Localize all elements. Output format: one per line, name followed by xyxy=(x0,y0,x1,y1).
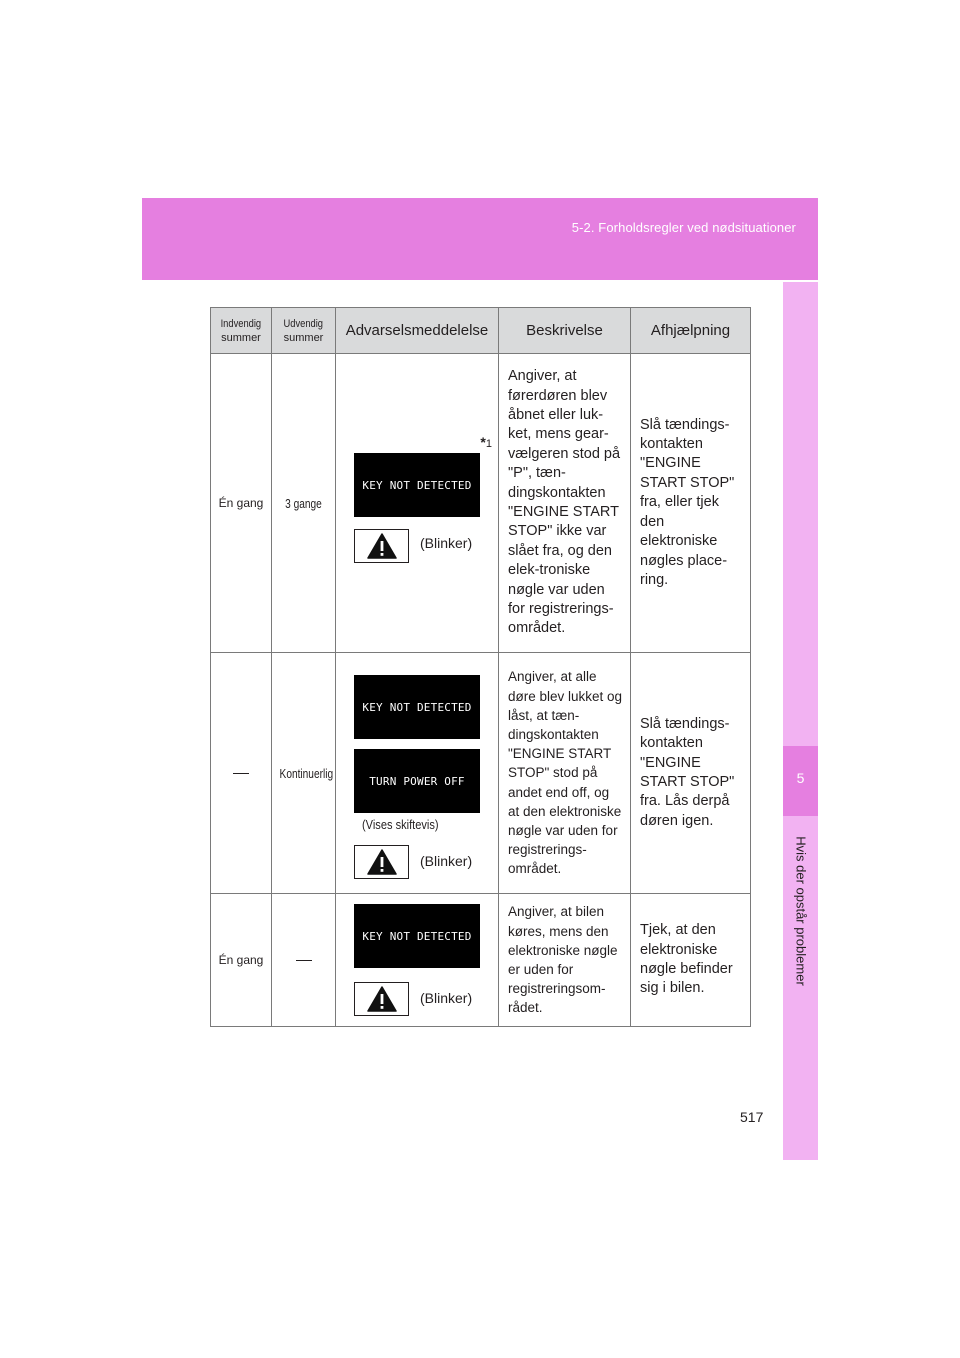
warning-triangle-icon xyxy=(354,982,409,1016)
outdoor-buzzer-cell: Kontinuerlig xyxy=(272,653,336,894)
remedy-cell: Slå tændings-kontakten "ENGINE START STOP" fra, eller tjek den elektroniske nøgles place-ring. xyxy=(631,354,751,653)
alternating-label: (Vises skiftevis) xyxy=(362,817,439,832)
indoor-buzzer-cell: Én gang xyxy=(211,354,272,653)
display-screen: KEY NOT DETECTED xyxy=(354,453,480,517)
display-screen: KEY NOT DETECTED xyxy=(354,675,480,739)
blink-label: (Blinker) xyxy=(420,990,473,1006)
description-cell: Angiver, at bilen køres, mens den elektroniske nøgle er uden for registreringsom-rådet. xyxy=(499,894,631,1027)
table-row xyxy=(211,894,751,1027)
outdoor-buzzer-cell xyxy=(272,894,336,1027)
indoor-buzzer-cell xyxy=(211,653,272,894)
header-warning-message: Advarselsmeddelelse xyxy=(336,308,499,354)
header-outdoor-buzzer: Udvendig summer xyxy=(272,308,336,354)
indoor-buzzer-cell: Én gang xyxy=(211,894,272,1027)
warning-message-cell xyxy=(336,894,499,1027)
chapter-tab xyxy=(783,746,818,816)
warning-message-cell xyxy=(336,653,499,894)
page-number: 517 xyxy=(740,1109,764,1125)
remedy-cell: Slå tændings-kontakten "ENGINE START STOP" fra. Lås derpå døren igen. xyxy=(631,653,751,894)
warning-message-cell xyxy=(336,354,499,653)
table-row xyxy=(211,354,751,653)
dash xyxy=(296,960,312,961)
table-header-row xyxy=(211,308,751,354)
header-description: Beskrivelse xyxy=(499,308,631,354)
description-cell: Angiver, at førerdøren blev åbnet eller luk-ket, mens gear-vælgeren stod på "P", tæn-dingskontakten "ENGINE START STOP" ikke var slået fra, og den elek-troniske nøgle var uden for registrerings-området. xyxy=(499,354,631,653)
blink-label: (Blinker) xyxy=(420,853,473,869)
blink-label: (Blinker) xyxy=(420,535,473,551)
header-remedy: Afhjælpning xyxy=(631,308,751,354)
header-indoor-buzzer: Indvendig summer xyxy=(211,308,272,354)
footnote-marker: *1 xyxy=(480,434,492,450)
display-screen: KEY NOT DETECTED xyxy=(354,904,480,968)
warning-triangle-icon xyxy=(354,529,409,563)
table-row xyxy=(211,653,751,894)
section-title: 5-2. Forholdsregler ved nødsituationer xyxy=(571,220,796,235)
chapter-number: 5 xyxy=(796,770,805,786)
remedy-cell: Tjek, at den elektroniske nøgle befinder sig i bilen. xyxy=(631,894,751,1027)
dash xyxy=(233,773,249,774)
warning-table xyxy=(210,307,751,1027)
warning-triangle-icon xyxy=(354,845,409,879)
description-cell: Angiver, at alle døre blev lukket og låst, at tæn-dingskontakten "ENGINE START STOP" stod på andet end off, og at den elektroniske nøgle var uden for registrerings-området. xyxy=(499,653,631,894)
side-tab xyxy=(783,282,818,1160)
header-band xyxy=(142,198,818,280)
display-screen: TURN POWER OFF xyxy=(354,749,480,813)
chapter-title: Hvis der opstår problemer xyxy=(793,836,808,986)
outdoor-buzzer-cell: 3 gange xyxy=(272,354,336,653)
